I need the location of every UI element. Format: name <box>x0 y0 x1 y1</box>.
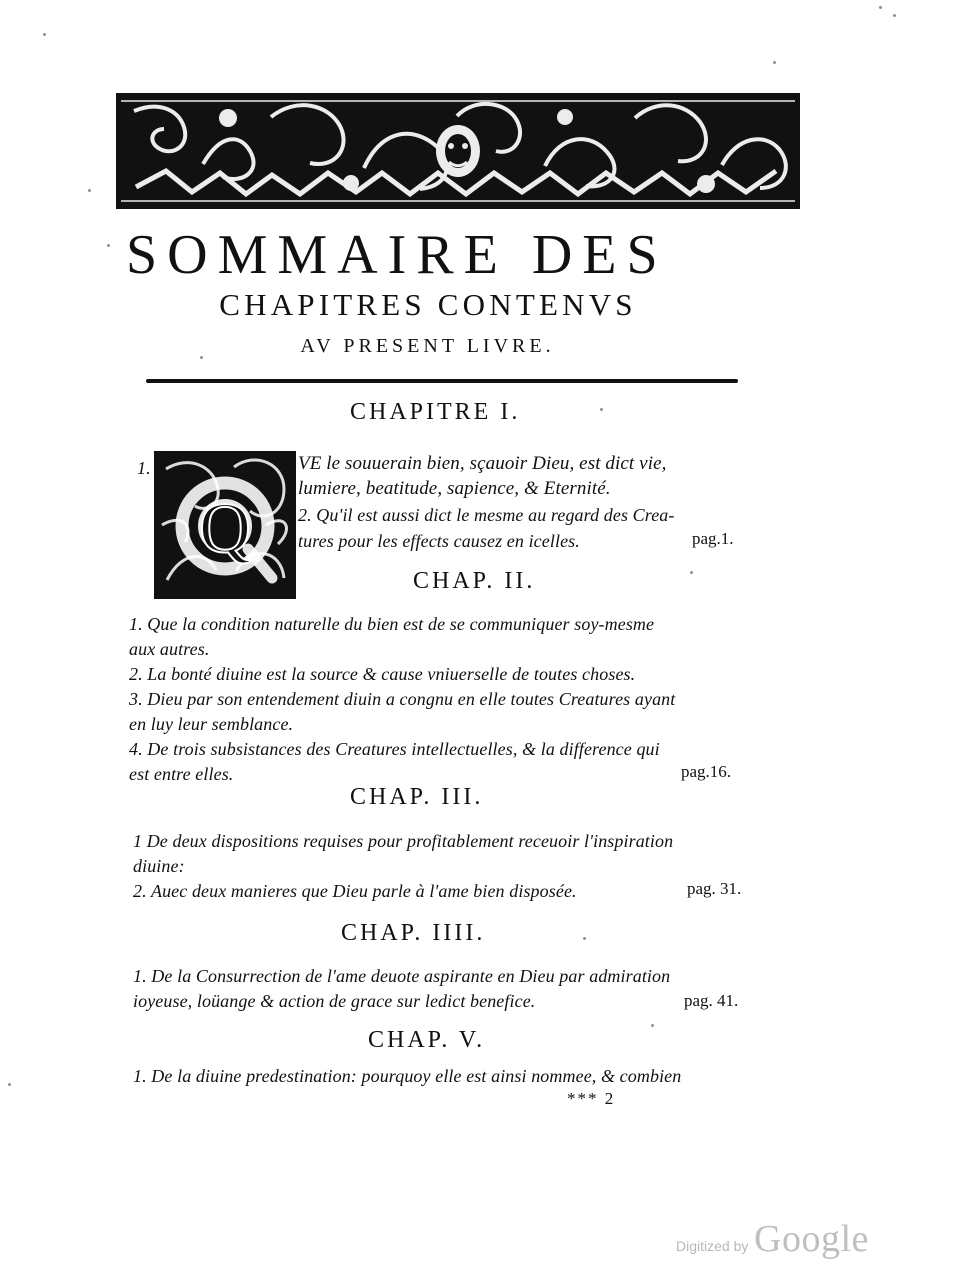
scan-speck <box>43 33 46 36</box>
svg-text:Q: Q <box>199 488 251 568</box>
chapter-heading-1: CHAPITRE I. <box>350 399 521 425</box>
chapter-2-line-6: 4. De trois subsistances des Creatures intellectuelles, & la difference qui <box>129 739 660 759</box>
headpiece-ornament-graphic <box>116 93 800 209</box>
chapter-1-line-1: VE le souuerain bien, sçauoir Dieu, est dict vie, <box>298 453 667 474</box>
chapter-2-line-4: 3. Dieu par son entendement diuin a congnu en elle toutes Creatures ayant <box>129 689 676 709</box>
chapter-2-line-2: aux autres. <box>129 639 210 659</box>
chapter-3-line-2: diuine: <box>133 856 185 876</box>
chapter-3-line-3: 2. Auec deux manieres que Dieu parle à l'ame bien disposée. <box>133 881 577 901</box>
chapter-2-line-7: est entre elles. <box>129 764 234 784</box>
subtitle-small-line: AV PRESENT LIVRE. <box>300 335 555 357</box>
ornamental-headpiece <box>116 93 800 209</box>
scan-speck <box>773 61 776 64</box>
google-logo-text: Google <box>754 1218 869 1260</box>
chapter-heading-5: CHAP. V. <box>368 1027 486 1053</box>
chapter-1-line-3: 2. Qu'il est aussi dict le mesme au regard des Crea- <box>298 505 675 525</box>
chapter-4-page-ref: pag. 41. <box>684 991 739 1010</box>
ornamental-initial-q <box>154 451 296 599</box>
chapter-2-line-5: en luy leur semblance. <box>129 714 294 734</box>
chapter-2-line-1: 1. Que la condition naturelle du bien est de se communiquer soy-mesme <box>129 614 655 634</box>
scan-speck <box>600 408 603 411</box>
scan-speck <box>8 1083 11 1086</box>
scan-speck <box>879 6 882 9</box>
chapter-4-line-1: 1. De la Consurrection de l'ame deuote aspirante en Dieu par admiration <box>133 966 671 986</box>
chapter-1-page-ref: pag.1. <box>692 529 734 548</box>
chapter-2-page-ref: pag.16. <box>681 762 732 781</box>
chapter-3-page-ref: pag. 31. <box>687 879 742 898</box>
chapter-heading-4: CHAP. IIII. <box>341 920 486 946</box>
scan-speck <box>107 244 110 247</box>
chapter-1-line-2: lumiere, beatitude, sapience, & Eternité. <box>298 478 611 499</box>
scan-speck <box>690 571 693 574</box>
initial-ornament-graphic <box>154 451 296 599</box>
scan-speck <box>651 1024 654 1027</box>
main-title: SOMMAIRE DES <box>126 224 668 286</box>
chapter-2-line-3: 2. La bonté diuine est la source & cause vniuerselle de toutes choses. <box>129 664 636 684</box>
scan-speck <box>88 189 91 192</box>
chapter-1-item-1-number: 1. <box>137 458 151 478</box>
scan-speck <box>200 356 203 359</box>
chapter-1-line-4: tures pour les effects causez en icelles. <box>298 531 580 551</box>
chapter-heading-3: CHAP. III. <box>350 784 484 810</box>
horizontal-rule <box>146 379 738 383</box>
chapter-4-line-2: ioyeuse, loüange & action de grace sur ledict benefice. <box>133 991 536 1011</box>
chapter-heading-2: CHAP. II. <box>413 568 536 594</box>
signature-mark: *** 2 <box>567 1089 616 1108</box>
digitized-watermark <box>676 1217 886 1261</box>
chapter-3-line-1: 1 De deux dispositions requises pour profitablement receuoir l'inspiration <box>133 831 674 851</box>
scan-speck <box>893 14 896 17</box>
chapter-5-line-1: 1. De la diuine predestination: pourquoy elle est ainsi nommee, & combien <box>133 1066 682 1086</box>
scan-speck <box>583 937 586 940</box>
subtitle-line: CHAPITRES CONTENVS <box>219 287 637 322</box>
digitized-prefix: Digitized by <box>676 1238 749 1254</box>
